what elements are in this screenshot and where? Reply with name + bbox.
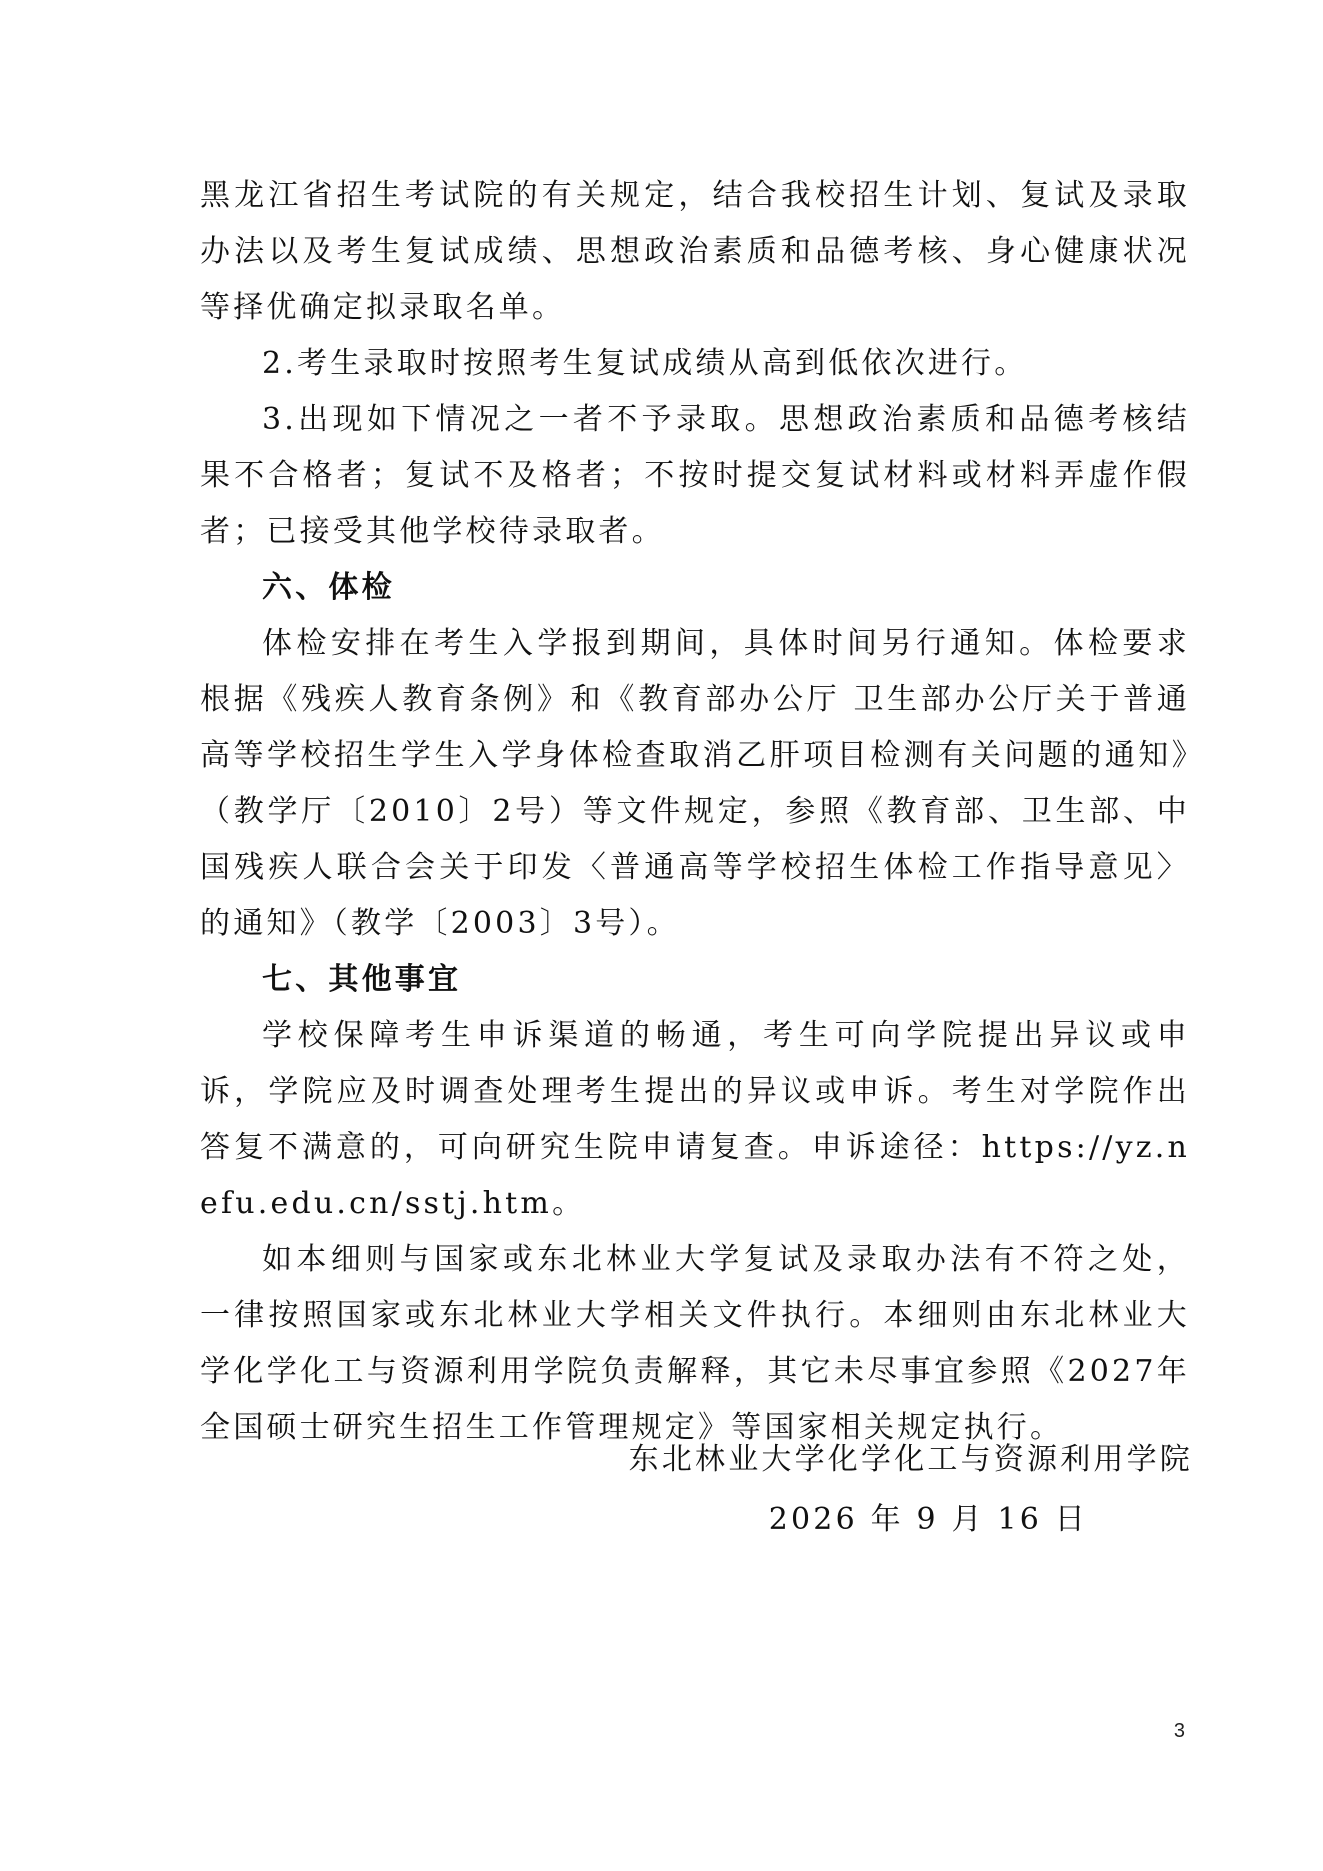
paragraph-interpretation: 如本细则与国家或东北林业大学复试及录取办法有不符之处，一律按照国家或东北林业大学相关文件执行。本细则由东北林业大学化学化工与资源利用学院负责解释，其它未尽事宜参照《2027年全国硕士研究生招生工作管理规定》等国家相关规定执行。 [200,1242,1190,1445]
document-body [200,168,1190,1456]
signature-date: 2026 年 9 月 16 日 [768,1502,1088,1537]
section-heading-physical-exam: 六、体检 [262,570,395,605]
signature-organization: 东北林业大学化学化工与资源利用学院 [628,1442,1193,1477]
page-number: 3 [1173,1720,1185,1742]
paragraph-non-admission-conditions: 3.出现如下情况之一者不予录取。思想政治素质和品德考核结果不合格者；复试不及格者；不按时提交复试材料或材料弄虚作假者；已接受其他学校待录取者。 [200,402,1190,549]
signature-block [629,1430,1193,1550]
paragraph-admission-rules-continued: 黑龙江省招生考试院的有关规定，结合我校招生计划、复试及录取办法以及考生复试成绩、思想政治素质和品德考核、身心健康状况等择优确定拟录取名单。 [200,178,1190,325]
paragraph-admission-order: 2.考生录取时按照考生复试成绩从高到低依次进行。 [262,346,1028,381]
paragraph-physical-exam: 体检安排在考生入学报到期间，具体时间另行通知。体检要求根据《残疾人教育条例》和《教育部办公厅 卫生部办公厅关于普通高等学校招生学生入学身体检查取消乙肝项目检测有关问题的通知》（教学厅〔2010〕2号）等文件规定，参照《教育部、卫生部、中国残疾人联合会关于印发〈普通高等学校招生体检工作指导意见〉的通知》（教学〔2003〕3号）。 [200,626,1190,941]
paragraph-appeal-channel: 学校保障考生申诉渠道的畅通，考生可向学院提出异议或申诉，学院应及时调查处理考生提出的异议或申诉。考生对学院作出答复不满意的，可向研究生院申请复查。申诉途径：https://yz.nefu.edu.cn/sstj.htm。 [200,1018,1190,1221]
section-heading-other-matters: 七、其他事宜 [262,962,462,997]
